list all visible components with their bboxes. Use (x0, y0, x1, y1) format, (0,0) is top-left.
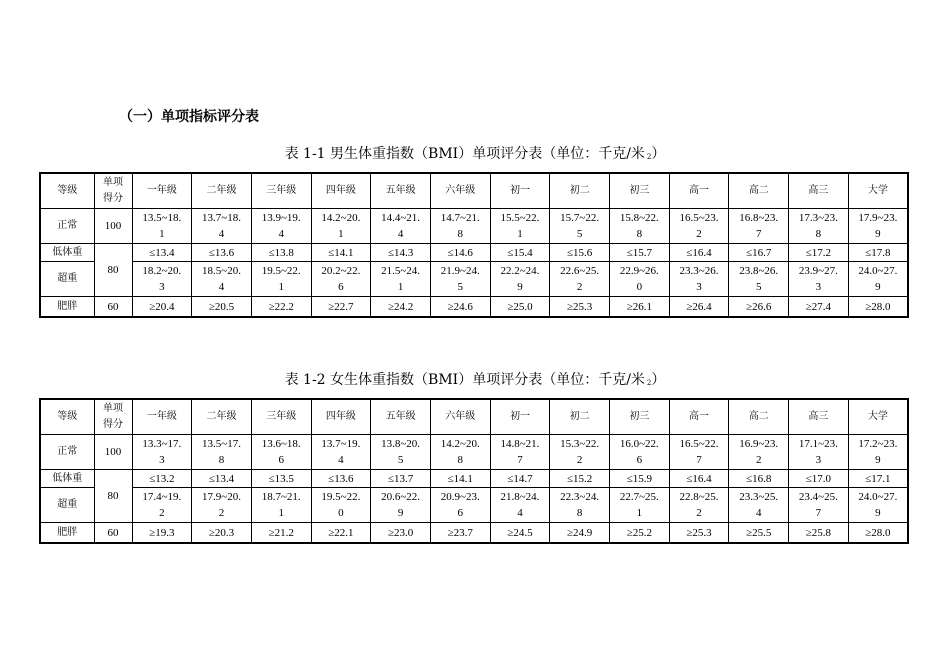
row-over (40, 262, 908, 297)
table-cell (789, 262, 849, 297)
table-cell (490, 523, 550, 544)
table-cell (371, 262, 431, 297)
cell-value: ≥24.9 (567, 526, 593, 539)
table-cell (729, 488, 789, 523)
header-col: 初一 (490, 399, 550, 435)
cell-value: 21.9~24.5 (440, 265, 480, 293)
table-cell (550, 244, 610, 262)
cell-value: ≥25.3 (567, 300, 593, 313)
cell-value: ≥22.1 (328, 526, 354, 539)
table-cell (550, 435, 610, 470)
cell-value: 17.2~23.9 (858, 438, 898, 466)
cell-value: 22.8~25.2 (679, 491, 719, 519)
table-cell (490, 262, 550, 297)
cell-value: 16.5~22.7 (679, 438, 719, 466)
cell-value: 15.7~22.5 (560, 212, 600, 240)
table-cell (371, 488, 431, 523)
table-cell (132, 523, 192, 544)
row-over (40, 488, 908, 523)
cell-value: ≥23.7 (447, 526, 473, 539)
header-score (94, 399, 132, 435)
cell-value: ≤17.8 (865, 246, 891, 259)
table-cell (430, 297, 490, 318)
table-cell (729, 244, 789, 262)
cell-value: ≤13.2 (149, 472, 175, 485)
row-label: 正常 (40, 209, 94, 244)
cell-value: ≤14.6 (447, 246, 473, 259)
cell-value: 23.9~27.3 (798, 265, 838, 293)
cell-value: ≥20.5 (208, 300, 235, 313)
cell-value: ≥27.4 (805, 300, 832, 313)
table-cell (490, 488, 550, 523)
header-col: 二年级 (192, 173, 252, 209)
cell-value: ≤13.7 (387, 472, 414, 485)
row-normal (40, 435, 908, 470)
cell-value: 13.8~20.5 (381, 438, 421, 466)
table-cell (311, 262, 371, 297)
cell-value: 23.4~25.7 (798, 491, 838, 519)
table-cell (311, 435, 371, 470)
cell-value: ≥26.1 (626, 300, 652, 313)
cell-value: ≤14.1 (328, 246, 354, 259)
table-cell (669, 523, 729, 544)
cell-value: 13.9~19.4 (261, 212, 301, 240)
cell-value: ≥24.5 (507, 526, 533, 539)
table-cell (610, 262, 670, 297)
table-caption-text: 表 1-2 女生体重指数（BMI）单项评分表（单位：千克/米 (284, 372, 645, 388)
row-score: 80 (94, 244, 132, 297)
cell-value: ≥28.0 (865, 300, 891, 313)
section-heading: （一）单项指标评分表 (119, 109, 259, 125)
header-col: 六年级 (430, 399, 490, 435)
cell-value: ≥22.2 (268, 300, 294, 313)
table-cell (490, 435, 550, 470)
header-score-text: 单项得分 (103, 403, 123, 430)
table-cell (550, 297, 610, 318)
table-cell (251, 262, 311, 297)
header-col: 四年级 (311, 173, 371, 209)
cell-value: ≤15.4 (507, 246, 533, 259)
table-cell (251, 470, 311, 488)
table-cell (251, 209, 311, 244)
row-score: 100 (94, 209, 132, 244)
table-cell (251, 297, 311, 318)
table-cell (789, 488, 849, 523)
row-label: 超重 (40, 488, 94, 523)
table-cell (132, 488, 192, 523)
table-cell (610, 523, 670, 544)
row-obese (40, 297, 908, 318)
table-cell (371, 470, 431, 488)
table-cell (848, 488, 908, 523)
table-cell (490, 470, 550, 488)
cell-value: 18.5~20.4 (202, 265, 241, 293)
table-cell (729, 435, 789, 470)
table-cell (610, 435, 670, 470)
cell-value: ≥25.0 (507, 300, 533, 313)
table-cell (610, 209, 670, 244)
cell-value: 20.9~23.6 (440, 491, 480, 519)
cell-value: 16.0~22.6 (619, 438, 659, 466)
cell-value: ≥19.3 (149, 526, 175, 539)
cell-value: ≤14.1 (447, 472, 473, 485)
cell-value: 13.5~17.8 (202, 438, 241, 466)
table-cell (490, 297, 550, 318)
bmi-table-girls (39, 398, 909, 544)
bmi-table-boys (39, 172, 909, 318)
cell-value: ≤13.6 (208, 246, 235, 259)
table-cell (311, 488, 371, 523)
header-col: 初二 (550, 399, 610, 435)
table-cell (550, 209, 610, 244)
header-col: 高一 (669, 399, 729, 435)
table-cell (251, 435, 311, 470)
caption-superscript: 2 (646, 153, 652, 161)
row-low (40, 470, 908, 488)
header-col: 四年级 (311, 399, 371, 435)
table-cell (371, 523, 431, 544)
cell-value: 20.2~22.6 (321, 265, 361, 293)
row-label: 低体重 (40, 470, 94, 488)
cell-value: 16.9~23.2 (739, 438, 779, 466)
cell-value: 22.9~26.0 (619, 265, 659, 293)
table-cell (132, 262, 192, 297)
cell-value: 19.5~22.0 (321, 491, 361, 519)
cell-value: ≤15.7 (626, 246, 652, 259)
table-cell (610, 244, 670, 262)
cell-value: ≥24.6 (447, 300, 473, 313)
cell-value: 21.5~24.1 (381, 265, 421, 293)
table-caption-girls: 表 1-2 女生体重指数（BMI）单项评分表（单位：千克/米 2） (284, 372, 666, 388)
table-cell (789, 209, 849, 244)
table-cell (311, 297, 371, 318)
cell-value: ≤13.4 (208, 472, 235, 485)
table-cell (311, 470, 371, 488)
cell-value: 15.3~22.2 (560, 438, 600, 466)
row-score: 60 (94, 523, 132, 544)
cell-value: ≥21.2 (268, 526, 294, 539)
table-cell (789, 297, 849, 318)
table-cell (430, 209, 490, 244)
table-cell (848, 470, 908, 488)
table-cell (430, 523, 490, 544)
row-label: 低体重 (40, 244, 94, 262)
cell-value: ≤17.0 (805, 472, 832, 485)
cell-value: ≤16.4 (686, 472, 712, 485)
header-col: 三年级 (251, 399, 311, 435)
table-cell (669, 209, 729, 244)
cell-value: 17.9~23.9 (858, 212, 898, 240)
cell-value: 17.9~20.2 (202, 491, 241, 519)
row-label: 正常 (40, 435, 94, 470)
table-cell (550, 262, 610, 297)
header-score (94, 173, 132, 209)
table-cell (848, 435, 908, 470)
cell-value: 24.0~27.9 (858, 491, 898, 519)
table-cell (669, 262, 729, 297)
table-cell (430, 262, 490, 297)
table-cell (430, 470, 490, 488)
table-cell (669, 488, 729, 523)
cell-value: ≥28.0 (865, 526, 891, 539)
cell-value: ≤13.4 (149, 246, 175, 259)
table-cell (848, 209, 908, 244)
row-label: 超重 (40, 262, 94, 297)
header-col: 二年级 (192, 399, 252, 435)
table-header-row (40, 399, 908, 435)
cell-value: ≤17.1 (865, 472, 891, 485)
table-cell (490, 244, 550, 262)
cell-value: ≥26.4 (686, 300, 712, 313)
cell-value: 17.3~23.8 (798, 212, 838, 240)
table-cell (132, 209, 192, 244)
cell-value: ≥25.2 (626, 526, 652, 539)
cell-value: ≥24.2 (387, 300, 414, 313)
cell-value: ≤14.3 (387, 246, 414, 259)
row-score: 60 (94, 297, 132, 318)
cell-value: 16.5~23.2 (679, 212, 719, 240)
cell-value: ≤15.9 (626, 472, 652, 485)
table-cell (192, 435, 252, 470)
cell-value: ≤15.2 (567, 472, 593, 485)
cell-value: 23.3~26.3 (679, 265, 719, 293)
cell-value: ≥22.7 (328, 300, 354, 313)
table-cell (371, 244, 431, 262)
table-cell (550, 488, 610, 523)
header-col: 初三 (610, 173, 670, 209)
table-cell (669, 470, 729, 488)
cell-value: 13.3~17.3 (142, 438, 182, 466)
cell-value: 14.8~21.7 (500, 438, 540, 466)
table-cell (610, 488, 670, 523)
cell-value: ≥23.0 (387, 526, 414, 539)
cell-value: ≥26.6 (746, 300, 772, 313)
header-col: 高一 (669, 173, 729, 209)
row-label: 肥胖 (40, 523, 94, 544)
cell-value: 24.0~27.9 (858, 265, 898, 293)
header-col: 五年级 (371, 399, 431, 435)
cell-value: 19.5~22.1 (261, 265, 301, 293)
table-cell (311, 244, 371, 262)
table-header-row (40, 173, 908, 209)
table-cell (132, 470, 192, 488)
table-cell (789, 523, 849, 544)
table-cell (430, 435, 490, 470)
cell-value: 22.6~25.2 (560, 265, 600, 293)
cell-value: 13.7~18.4 (202, 212, 241, 240)
table-cell (848, 244, 908, 262)
cell-value: ≥25.3 (686, 526, 712, 539)
table-cell (192, 262, 252, 297)
cell-value: ≤13.8 (268, 246, 294, 259)
table-cell (192, 244, 252, 262)
table-cell (610, 297, 670, 318)
cell-value: ≤15.6 (567, 246, 593, 259)
table-cell (192, 470, 252, 488)
table-cell (669, 435, 729, 470)
header-col: 高三 (789, 399, 849, 435)
row-label: 肥胖 (40, 297, 94, 318)
cell-value: ≤13.6 (328, 472, 354, 485)
header-score-text: 单项得分 (103, 177, 123, 204)
caption-superscript: 2 (646, 379, 652, 387)
header-col: 一年级 (132, 173, 192, 209)
header-col: 高三 (789, 173, 849, 209)
row-normal (40, 209, 908, 244)
table-cell (251, 488, 311, 523)
table-cell (848, 523, 908, 544)
cell-value: 22.7~25.1 (619, 491, 659, 519)
table-cell (729, 470, 789, 488)
header-col: 初三 (610, 399, 670, 435)
cell-value: 13.7~19.4 (321, 438, 361, 466)
header-col: 五年级 (371, 173, 431, 209)
table-cell (729, 209, 789, 244)
row-obese (40, 523, 908, 544)
row-low (40, 244, 908, 262)
cell-value: 15.8~22.8 (619, 212, 659, 240)
table-cell (848, 297, 908, 318)
table-caption-text: 表 1-1 男生体重指数（BMI）单项评分表（单位：千克/米 (284, 146, 645, 162)
table-cell (729, 262, 789, 297)
cell-value: ≥25.5 (746, 526, 772, 539)
cell-value: 13.6~18.6 (261, 438, 301, 466)
header-col: 大学 (848, 173, 908, 209)
table-cell (311, 523, 371, 544)
table-cell (729, 523, 789, 544)
table-cell (550, 523, 610, 544)
cell-value: ≤14.7 (507, 472, 533, 485)
table-cell (251, 244, 311, 262)
cell-value: 14.2~20.1 (321, 212, 361, 240)
table-cell (430, 244, 490, 262)
header-col: 三年级 (251, 173, 311, 209)
cell-value: 23.8~26.5 (739, 265, 779, 293)
row-score: 80 (94, 470, 132, 523)
table-cell (789, 470, 849, 488)
header-col: 大学 (848, 399, 908, 435)
header-col: 高二 (729, 173, 789, 209)
table-cell (192, 297, 252, 318)
table-cell (132, 435, 192, 470)
header-col: 一年级 (132, 399, 192, 435)
cell-value: 21.8~24.4 (500, 491, 540, 519)
table-cell (430, 488, 490, 523)
header-col: 初一 (490, 173, 550, 209)
cell-value: ≤13.5 (268, 472, 294, 485)
table-cell (371, 435, 431, 470)
cell-value: ≤17.2 (805, 246, 832, 259)
table-cell (132, 244, 192, 262)
cell-value: 22.2~24.9 (500, 265, 540, 293)
cell-value: 22.3~24.8 (560, 491, 600, 519)
cell-value: 16.8~23.7 (739, 212, 779, 240)
table-cell (192, 523, 252, 544)
row-score: 100 (94, 435, 132, 470)
header-col: 高二 (729, 399, 789, 435)
table-cell (729, 297, 789, 318)
table-cell (848, 262, 908, 297)
cell-value: ≤16.4 (686, 246, 712, 259)
cell-value: ≤16.7 (746, 246, 772, 259)
cell-value: 14.4~21.4 (381, 212, 421, 240)
cell-value: 20.6~22.9 (381, 491, 421, 519)
cell-value: 17.4~19.2 (142, 491, 182, 519)
table-cell (192, 209, 252, 244)
cell-value: ≥25.8 (805, 526, 832, 539)
table-cell (669, 297, 729, 318)
cell-value: 14.2~20.8 (440, 438, 480, 466)
cell-value: ≥20.4 (149, 300, 175, 313)
cell-value: 13.5~18.1 (142, 212, 182, 240)
table-cell (132, 297, 192, 318)
cell-value: ≤16.8 (746, 472, 772, 485)
table-cell (789, 244, 849, 262)
table-caption-boys: 表 1-1 男生体重指数（BMI）单项评分表（单位：千克/米 2） (284, 146, 666, 162)
cell-value: ≥20.3 (208, 526, 235, 539)
table-cell (669, 244, 729, 262)
table-cell (490, 209, 550, 244)
cell-value: 17.1~23.3 (798, 438, 838, 466)
table-cell (789, 435, 849, 470)
table-cell (192, 488, 252, 523)
header-grade: 等级 (40, 399, 94, 435)
header-grade: 等级 (40, 173, 94, 209)
table-cell (371, 209, 431, 244)
cell-value: 15.5~22.1 (500, 212, 540, 240)
table-cell (371, 297, 431, 318)
header-col: 六年级 (430, 173, 490, 209)
header-col: 初二 (550, 173, 610, 209)
table-cell (251, 523, 311, 544)
table-cell (610, 470, 670, 488)
cell-value: 18.7~21.1 (261, 491, 301, 519)
cell-value: 23.3~25.4 (739, 491, 779, 519)
table-cell (311, 209, 371, 244)
cell-value: 14.7~21.8 (440, 212, 480, 240)
table-cell (550, 470, 610, 488)
cell-value: 18.2~20.3 (142, 265, 182, 293)
